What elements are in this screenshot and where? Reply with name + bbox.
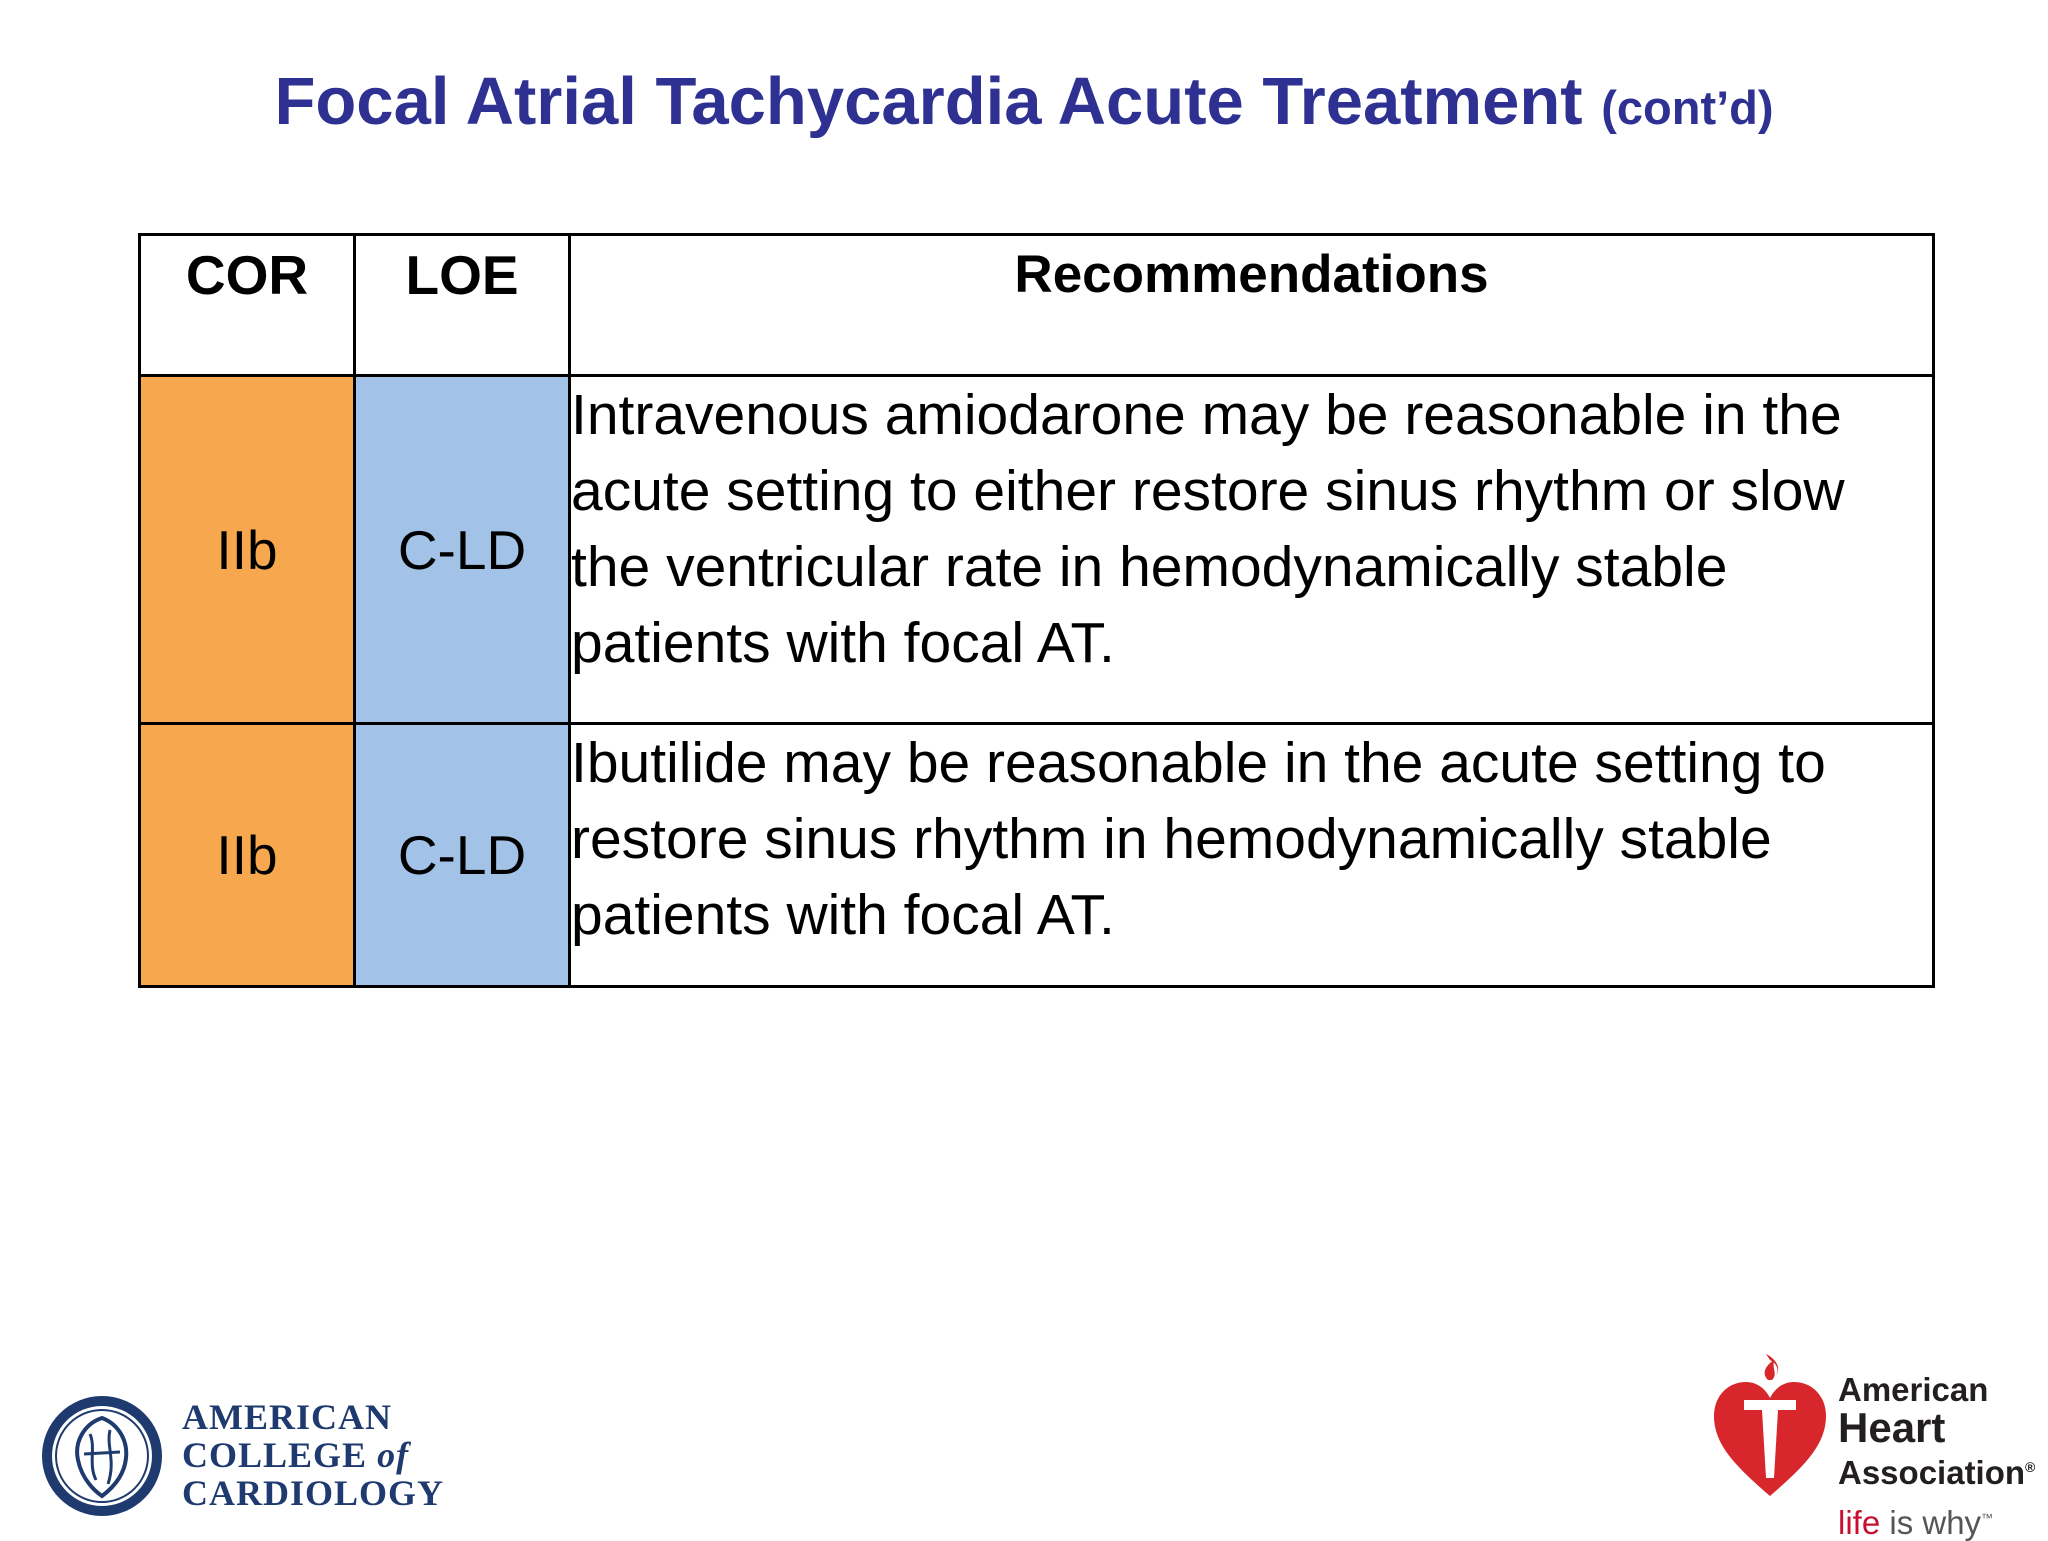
- recommendation-cell: Intravenous amiodarone may be reasonable in the acute setting to either restore sinus rhythm or slow the ventricular rate in hemodynamically stable patients with focal AT.: [570, 376, 1934, 724]
- cor-header: COR: [140, 235, 355, 376]
- title-main: Focal Atrial Tachycardia Acute Treatment: [274, 64, 1583, 139]
- aha-tagline: life is why™: [1838, 1504, 1994, 1541]
- table-row: [140, 724, 1934, 987]
- loe-cell: C-LD: [355, 724, 570, 987]
- acc-seal-icon: [40, 1394, 164, 1518]
- slide-title: [0, 62, 2048, 148]
- recommendation-cell: Ibutilide may be reasonable in the acute setting to restore sinus rhythm in hemodynamically stable patients with focal AT.: [570, 724, 1934, 987]
- acc-wordmark: AMERICAN COLLEGE of CARDIOLOGY: [182, 1397, 445, 1513]
- header-row: [140, 235, 1934, 376]
- cor-cell: IIb: [140, 376, 355, 724]
- acc-logo: [40, 1390, 450, 1520]
- heart-torch-icon: [1708, 1350, 1832, 1500]
- loe-cell: C-LD: [355, 376, 570, 724]
- table-row: [140, 376, 1934, 724]
- title-suffix: (cont’d): [1601, 81, 1774, 134]
- cor-cell: IIb: [140, 724, 355, 987]
- aha-logo: [1708, 1350, 2038, 1541]
- recommendations-table: [138, 233, 1935, 988]
- recommendations-header: Recommendations: [570, 235, 1934, 376]
- loe-header: LOE: [355, 235, 570, 376]
- aha-wordmark: American Heart Association®: [1838, 1371, 2036, 1491]
